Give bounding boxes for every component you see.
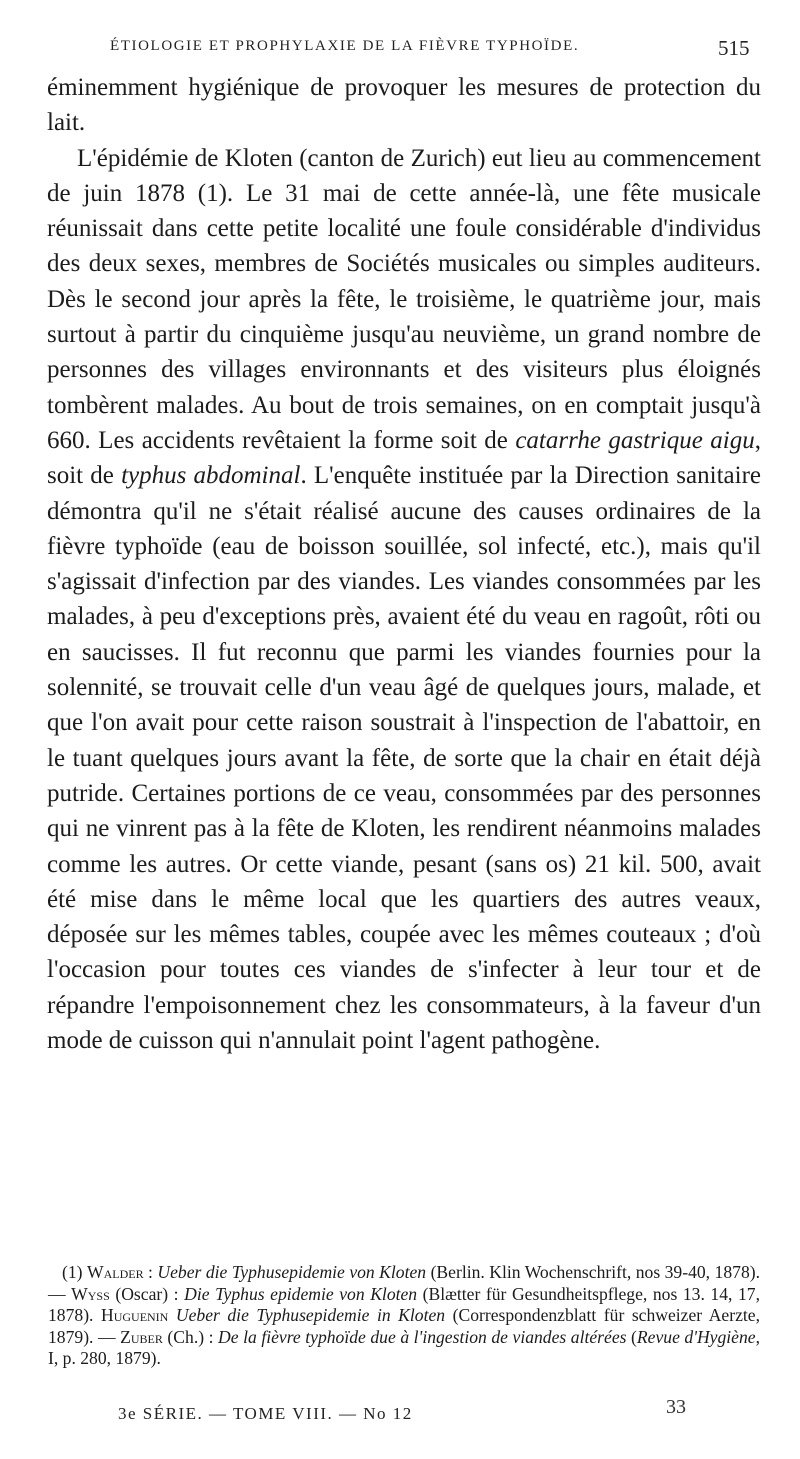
signature-line: 3e SÉRIE. — TOME VIII. — No 12: [118, 1404, 413, 1423]
footnote-author-walder: Walder: [86, 1262, 144, 1282]
paragraph-2-text-b: , soit de: [47, 426, 761, 490]
running-title: ÉTIOLOGIE ET PROPHYLAXIE DE LA FIÈVRE TYPHOÏDE.: [110, 38, 580, 54]
footnote-author-huguenin: Huguenin: [100, 1305, 169, 1326]
footnote-1: [48, 1262, 760, 1370]
footnotes: [48, 1262, 760, 1370]
paragraph-1: éminemment hygiénique de provoquer les mesures de protection du lait.: [47, 74, 761, 137]
footnote-ref-wyss: (Oscar) :: [109, 1283, 185, 1304]
running-head: [110, 38, 760, 55]
footnote-journal-zuber: Revue d'Hygiène: [636, 1326, 756, 1347]
paragraph-2-italic-2: typhus abdominal: [121, 462, 301, 490]
footnote-title-walder: Ueber die Typhusepidemie von Kloten: [157, 1262, 427, 1282]
footnote-title-zuber: De la fièvre typhoïde due à l'ingestion de viandes altérées: [218, 1326, 627, 1347]
footnote-author-zuber: Zuber: [120, 1326, 163, 1347]
footnote-ref-zuber-3: , I, p. 280, 1879).: [48, 1326, 760, 1369]
footnote-ref-zuber: (Ch.) :: [162, 1326, 219, 1347]
body-text: [47, 70, 761, 1058]
footnote-ref-wyss-2: (Blætter für Gesundheitspflege, nos 13. 14, 17, 1878).: [48, 1283, 760, 1326]
footnote-marker: (1): [62, 1262, 83, 1282]
paragraph-2-italic-1: catarrhe gastrique aigu: [515, 426, 755, 454]
paragraph-2-text-c: . L'enquête instituée par la Direction sanitaire démontra qu'il ne s'était réalisé aucune des causes ordinaires de la fièvre typhoïde (eau de boisson souillée, sol infecté, etc.), mais qu'il s'agissait d'infection par des viandes. Les viandes consommées par les malades, à peu d'exceptions près, avaient été du veau en ragoût, rôti ou en saucisses. Il fut reconnu que parmi les viandes fournies pour la solennité, se trouvait celle d'un veau âgé de quelques jours, malade, et que l'on avait pour cette raison soustrait à l'inspection de l'abattoir, en le tuant quelques jours avant la fête, de sorte que la chair en était déjà putride. Certaines portions de ce veau, consommées par des personnes qui ne vinrent pas à la fête de Kloten, les rendirent néanmoins malades comme les autres. Or cette viande, pesant (sans os) 21 kil. 500, avait été mise dans le même local que les quartiers des autres veaux, déposée sur les mêmes tables, coupée avec les mêmes couteaux ; d'où l'occasion pour toutes ces viandes de s'infecter à leur tour et de répandre l'empoisonnement chez les consommateurs, à la faveur d'un mode de cuisson qui n'annulait point l'agent pathogène.: [47, 462, 761, 1055]
footnote-ref-huguenin: (Correspondenzblatt für schweizer Aerzte, 1879). —: [48, 1305, 760, 1347]
paragraph-2-text-a: L'épidémie de Kloten (canton de Zurich) eut lieu au commencement de juin 1878 (1). Le 31 mai de cette année-là, une fête musicale réunissait dans cette petite localité une foule considérable d'individus des deux sexes, membres de Sociétés musicales ou simples auditeurs. Dès le second jour après la fête, le troisième, le quatrième jour, mais surtout à partir du cinquième jusqu'au neuvième, un grand nombre de personnes des villages environnants et des visiteurs plus éloignés tombèrent malades. Au bout de trois semaines, on en comptait jusqu'à 660. Les accidents revêtaient la forme soit de: [47, 144, 761, 454]
paragraph-2: [47, 141, 761, 1059]
footnote-sep-2: [168, 1305, 176, 1325]
signature-number: 33: [666, 1396, 686, 1418]
footnote-author-wyss: Wyss: [71, 1283, 110, 1304]
footnote-ref-walder: (Berlin. Klin Wochenschrift, nos 39-40, 1878). —: [48, 1262, 760, 1304]
footnote-title-huguenin: Ueber die Typhusepidemie in Kloten: [175, 1305, 446, 1326]
footnote-title-wyss: Die Typhus epidemie von Kloten: [184, 1283, 418, 1304]
footnote-sep: :: [143, 1262, 158, 1282]
footnote-ref-zuber-2: (: [626, 1326, 637, 1347]
page-number: 515: [718, 36, 750, 60]
